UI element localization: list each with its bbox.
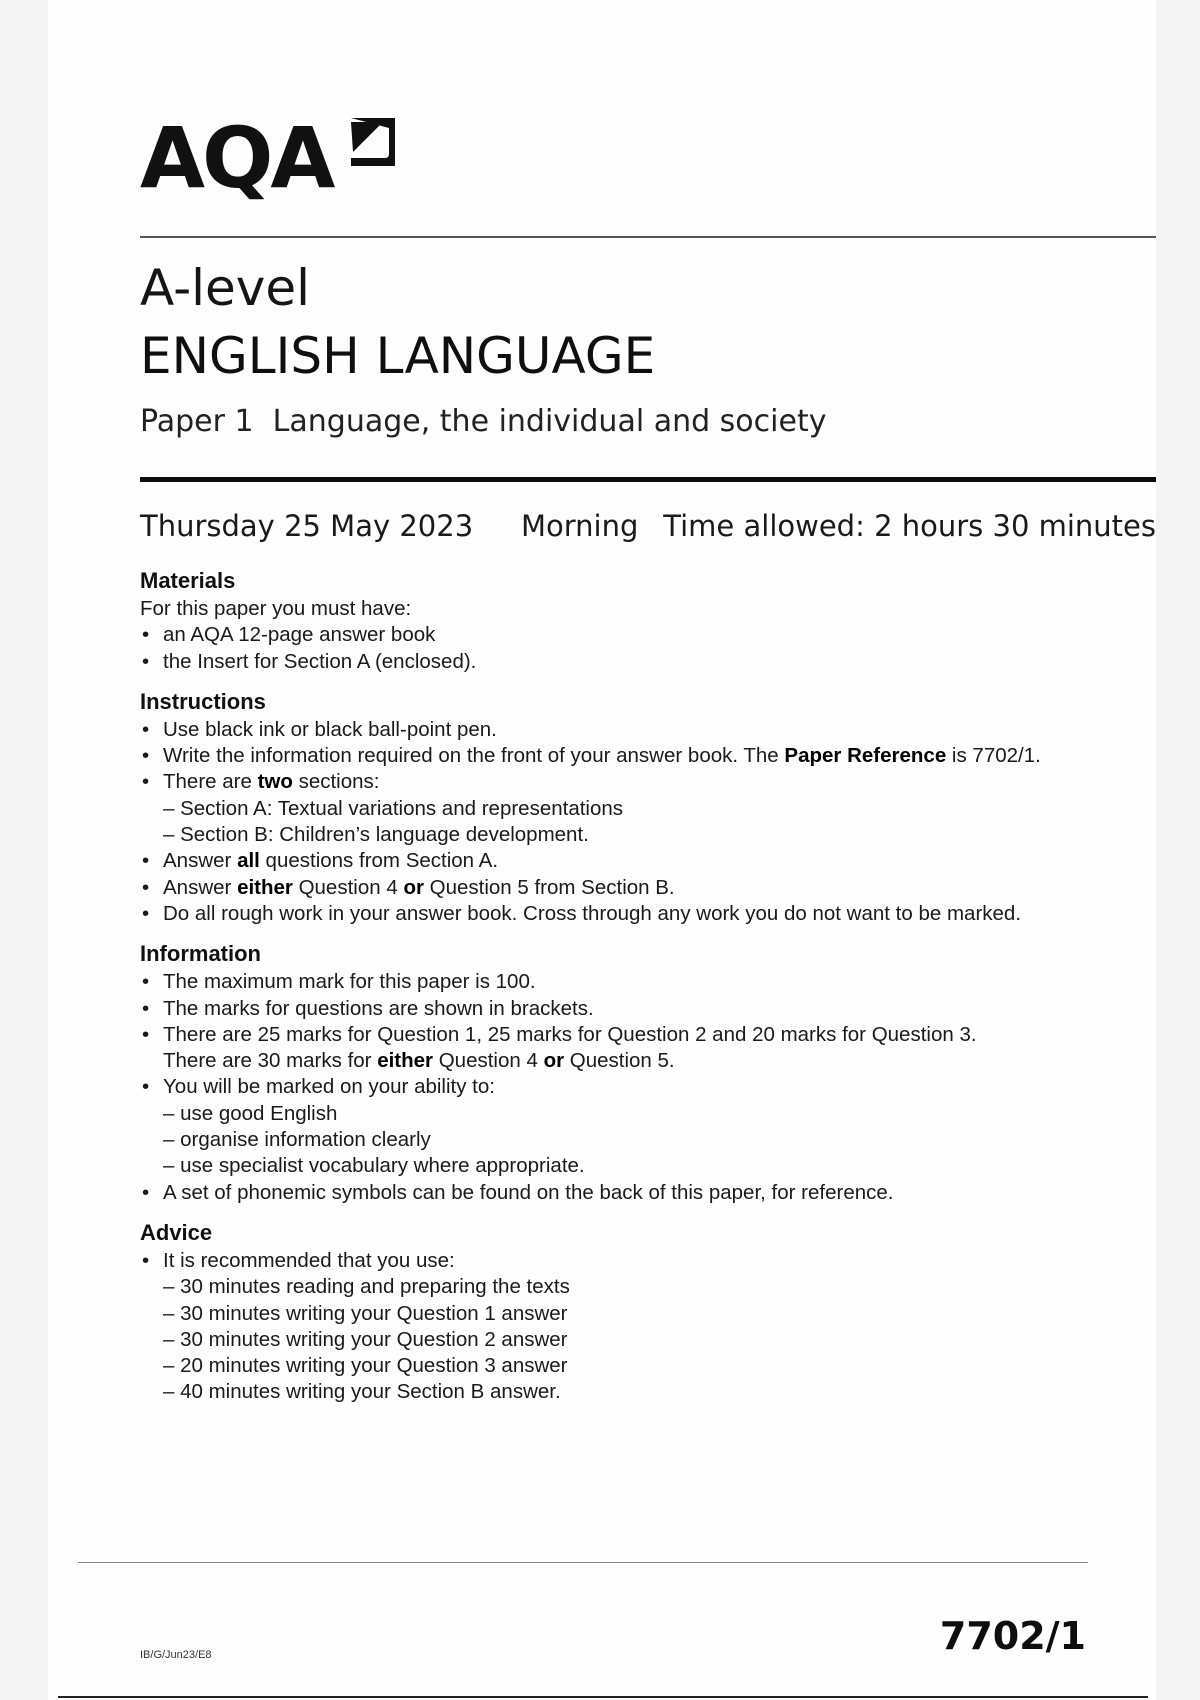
list-item: • Answer either Question 4 or Question 5 from Section B. [140, 875, 1156, 901]
information-section [140, 939, 1156, 1206]
advice-heading: Advice [140, 1219, 213, 1245]
list-item: • The marks for questions are shown in brackets. [140, 996, 1156, 1022]
list-item: • Do all rough work in your answer book. Cross through any work you do not want to be marked. [140, 901, 1156, 927]
list-item: • Answer all questions from Section A. [140, 848, 1156, 874]
list-item: • Write the information required on the front of your answer book. The Paper Reference is 7702/1. [140, 743, 1156, 769]
sub-list-item: – 30 minutes writing your Question 2 answer [163, 1327, 568, 1351]
materials-intro: For this paper you must have: [140, 597, 412, 620]
list-item: • There are 25 marks for Question 1, 25 marks for Question 2 and 20 marks for Question 3. [140, 1022, 1156, 1048]
sub-list-item: – 30 minutes reading and preparing the texts [163, 1275, 570, 1299]
exam-cover-page [48, 0, 1156, 1700]
footer-divider [78, 1562, 1088, 1563]
logo-text: AQA [140, 109, 333, 207]
sub-list-item: – Section A: Textual variations and representations [163, 796, 624, 820]
sub-list-item: There are 30 marks for either Question 4 or Question 5. [163, 1049, 675, 1073]
instructions-block [140, 566, 1156, 1406]
sub-list-item: – Section B: Children’s language development. [163, 823, 589, 847]
materials-section [140, 566, 1156, 675]
sub-list-item: – 30 minutes writing your Question 1 answer [163, 1301, 568, 1325]
list-item: • The maximum mark for this paper is 100. [140, 969, 1156, 995]
paper-code: 7702/1 [939, 1614, 1086, 1658]
qualification-level: A-level [140, 259, 311, 317]
page-bottom-edge [58, 1696, 1148, 1698]
instructions-heading: Instructions [140, 688, 266, 714]
exam-date: Thursday 25 May 2023 [140, 509, 474, 543]
header-divider [140, 236, 1156, 238]
list-item: • It is recommended that you use: [140, 1248, 1156, 1274]
list-item: • A set of phonemic symbols can be found on the back of this paper, for reference. [140, 1180, 1156, 1206]
materials-heading: Materials [140, 568, 236, 593]
information-heading: Information [140, 941, 261, 967]
list-item: • an AQA 12-page answer book [140, 622, 1156, 648]
document-reference: IB/G/Jun23/E8 [140, 1649, 212, 1661]
title-divider [140, 477, 1156, 482]
paper-number: Paper 1 [140, 404, 254, 439]
sub-list-item: – 20 minutes writing your Question 3 answer [163, 1354, 568, 1378]
sub-list-item: – organise information clearly [163, 1128, 431, 1152]
subject-title: ENGLISH LANGUAGE [140, 327, 656, 385]
sub-list-item: – use specialist vocabulary where appropriate. [163, 1154, 585, 1178]
list-item: • You will be marked on your ability to: [140, 1074, 1156, 1100]
list-item: • the Insert for Section A (enclosed). [140, 649, 1156, 675]
exam-session: Morning [521, 509, 639, 543]
sub-list-item: – use good English [163, 1101, 338, 1125]
paper-title [140, 402, 826, 442]
list-item: • Use black ink or black ball-point pen. [140, 717, 1156, 743]
paper-name: Language, the individual and society [272, 404, 827, 439]
time-allowed: Time allowed: 2 hours 30 minutes [663, 509, 1156, 543]
advice-section [140, 1218, 1156, 1406]
instructions-section [140, 687, 1156, 927]
aqa-tick-icon [345, 114, 399, 172]
list-item: • There are two sections: [140, 769, 1156, 795]
sub-list-item: – 40 minutes writing your Section B answer. [163, 1380, 561, 1404]
